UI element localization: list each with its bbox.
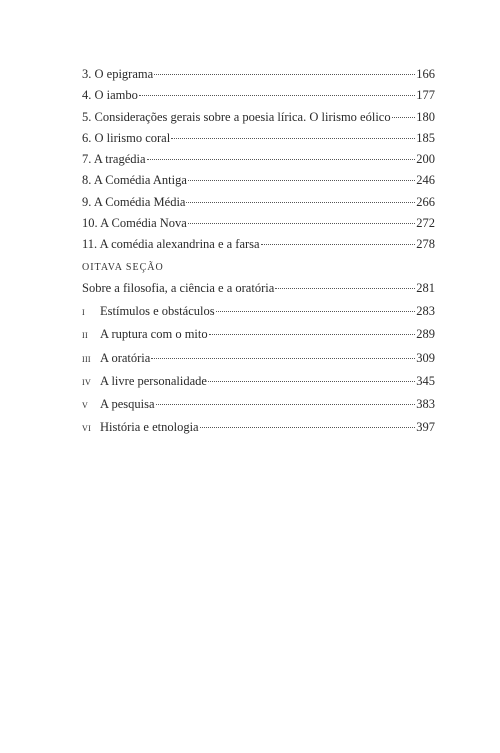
toc-entry-title: Considerações gerais sobre a poesia lírica. O lirismo eólico bbox=[94, 109, 391, 124]
toc-entry bbox=[82, 173, 435, 194]
dot-leader bbox=[171, 138, 415, 139]
toc-entry-page: 266 bbox=[416, 194, 435, 209]
toc-entry bbox=[82, 110, 435, 131]
toc-entry-title: O lirismo coral bbox=[94, 130, 171, 145]
toc-entry bbox=[82, 88, 435, 109]
dot-leader bbox=[154, 74, 415, 75]
toc-entry-title: A livre personalidade bbox=[100, 373, 207, 388]
toc-entry-title: Estímulos e obstáculos bbox=[100, 304, 215, 319]
toc-entry-title: O epigrama bbox=[94, 67, 154, 81]
toc-entry-page: 309 bbox=[416, 350, 435, 365]
dot-leader bbox=[139, 95, 415, 96]
dot-leader bbox=[216, 311, 416, 312]
toc-entry-number: 3. bbox=[82, 67, 92, 81]
toc-entry bbox=[82, 131, 435, 152]
toc-entry-title: A tragédia bbox=[93, 152, 146, 167]
dot-leader bbox=[147, 159, 416, 160]
toc-entry-number: 4. bbox=[82, 88, 92, 103]
toc-entry-title: A pesquisa bbox=[100, 396, 155, 411]
toc-entry-number: 10. bbox=[82, 216, 98, 231]
toc-entry bbox=[82, 420, 435, 443]
toc-entry-title: A Comédia Média bbox=[93, 194, 186, 209]
toc-entry-roman-numeral: ii bbox=[82, 329, 88, 342]
dot-leader bbox=[200, 427, 416, 428]
dot-leader bbox=[392, 117, 416, 118]
toc-entry-page: 289 bbox=[416, 327, 435, 342]
table-of-contents-part-1 bbox=[82, 67, 435, 259]
dot-leader bbox=[209, 334, 416, 335]
toc-entry-page: 383 bbox=[416, 396, 435, 411]
dot-leader bbox=[188, 180, 415, 181]
toc-entry-title: A oratória bbox=[100, 350, 151, 365]
toc-entry-page: 283 bbox=[416, 304, 435, 319]
toc-entry bbox=[82, 237, 435, 258]
toc-entry-title: A comédia alexandrina e a farsa bbox=[99, 237, 260, 252]
toc-entry-title: A Comédia Nova bbox=[100, 216, 187, 231]
toc-entry bbox=[82, 374, 435, 397]
toc-entry-page: 272 bbox=[416, 216, 435, 231]
toc-entry bbox=[82, 327, 435, 350]
dot-leader bbox=[151, 358, 415, 359]
dot-leader bbox=[275, 288, 415, 289]
toc-entry-title: Sobre a filosofia, a ciência e a oratória bbox=[82, 281, 275, 295]
table-of-contents-part-2 bbox=[82, 281, 435, 443]
toc-entry-number: 6. bbox=[82, 130, 92, 145]
dot-leader bbox=[261, 244, 416, 245]
toc-entry-title: História e etnologia bbox=[100, 420, 199, 435]
toc-entry bbox=[82, 397, 435, 420]
toc-entry-page: 166 bbox=[416, 67, 435, 81]
toc-entry bbox=[82, 67, 435, 88]
toc-entry-page: 200 bbox=[416, 152, 435, 167]
toc-entry-number: 11. bbox=[82, 237, 98, 252]
dot-leader bbox=[208, 381, 415, 382]
toc-entry-roman-numeral: i bbox=[82, 306, 85, 319]
toc-entry-page: 278 bbox=[416, 237, 435, 252]
toc-entry-page: 177 bbox=[416, 88, 435, 103]
toc-entry-roman-numeral: v bbox=[82, 398, 89, 411]
toc-entry-roman-numeral: iv bbox=[82, 375, 92, 388]
toc-entry-title: O iambo bbox=[94, 88, 138, 103]
toc-entry-page: 397 bbox=[416, 420, 435, 435]
toc-entry-page: 345 bbox=[416, 373, 435, 388]
toc-entry-number: 8. bbox=[82, 173, 92, 188]
toc-entry-page: 281 bbox=[416, 281, 435, 295]
dot-leader bbox=[186, 202, 415, 203]
toc-entry-number: 7. bbox=[82, 152, 92, 167]
toc-entry-page: 180 bbox=[416, 109, 435, 124]
toc-entry-roman-numeral: iii bbox=[82, 352, 91, 365]
toc-entry bbox=[82, 195, 435, 216]
dot-leader bbox=[156, 404, 416, 405]
toc-entry-page: 185 bbox=[416, 130, 435, 145]
toc-entry-number: 5. bbox=[82, 109, 92, 124]
toc-entry-page: 246 bbox=[416, 173, 435, 188]
toc-entry-roman-numeral: vi bbox=[82, 422, 92, 435]
dot-leader bbox=[188, 223, 415, 224]
toc-entry bbox=[82, 351, 435, 374]
section-heading: OITAVA SEÇÃO bbox=[82, 262, 164, 273]
toc-entry-number: 9. bbox=[82, 194, 92, 209]
toc-entry bbox=[82, 216, 435, 237]
toc-entry bbox=[82, 304, 435, 327]
toc-entry-title: A Comédia Antiga bbox=[93, 173, 187, 188]
toc-section-intro bbox=[82, 281, 435, 304]
toc-entry bbox=[82, 152, 435, 173]
toc-entry-title: A ruptura com o mito bbox=[100, 327, 208, 342]
